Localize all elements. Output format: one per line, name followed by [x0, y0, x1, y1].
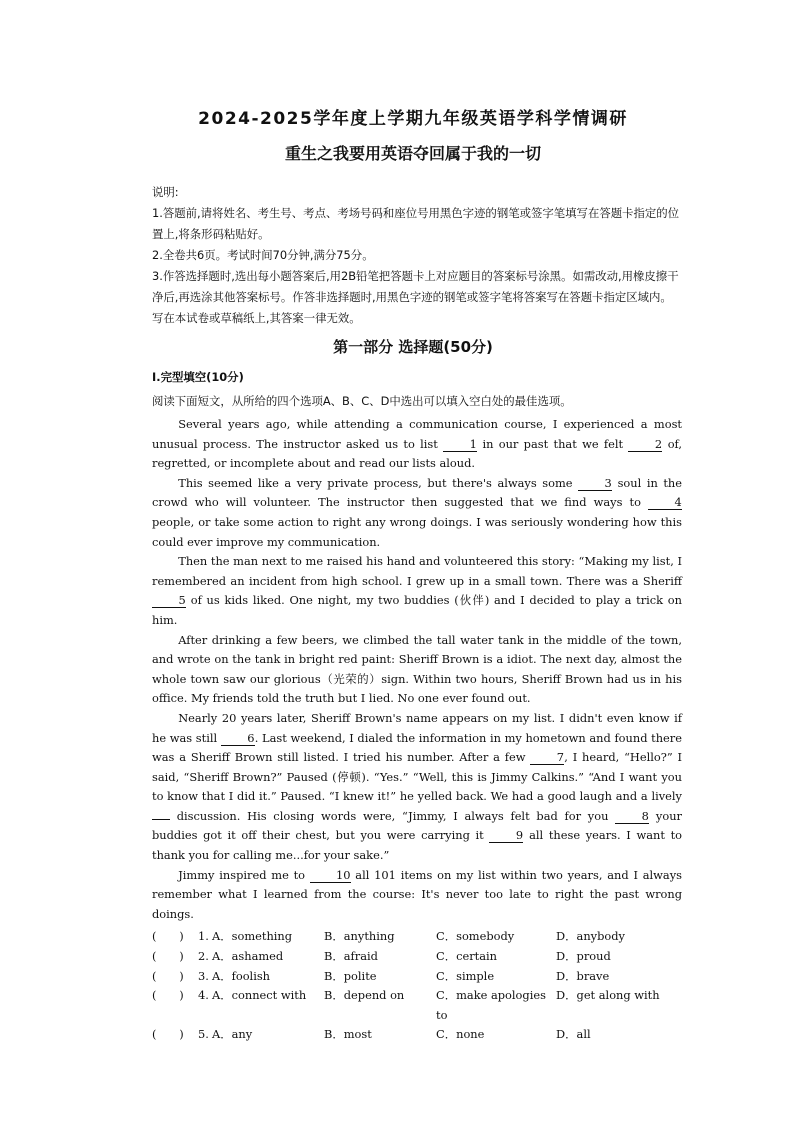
passage-text: all 101 items on my list within two years, and I always remember what I learned from the course: It's never too late to right the past wrong doings. [152, 867, 682, 921]
instruction-item: 1.答题前,请将姓名、考生号、考点、考场号码和座位号用黑色字迹的钢笔或签字笔填写在答题卡指定的位置上,将条形码粘贴好。 [152, 206, 680, 241]
option-d: D．anybody [556, 929, 625, 944]
option-c: C．simple [436, 968, 495, 983]
option-d: D．brave [556, 968, 610, 983]
option-a: A．foolish [212, 968, 271, 983]
exam-subtitle: 重生之我要用英语夺回属于我的一切 [284, 144, 541, 163]
question-options [152, 927, 682, 1045]
option-c: C．make apologies to [436, 988, 546, 1022]
passage-paragraph [152, 631, 682, 709]
blank-3: 3 [578, 476, 612, 491]
passage-paragraph [152, 474, 682, 552]
passage-paragraph [152, 866, 682, 925]
blank-7: 7 [530, 750, 564, 765]
passage-text: After drinking a few beers, we climbed the tall water tank in the middle of the town, and wrote on the tank in bright red paint: Sheriff Brown is a idiot. The next day, almost the whole town saw our glorious（光荣的）sign. Within two hours, Sheriff Brown had us in his office. My friends told the truth but I lied. No one ever found out. [152, 632, 682, 706]
passage-paragraph [152, 415, 682, 474]
option-b: B．most [324, 1027, 372, 1042]
passage-text: Several years ago, while attending a communication course, I experienced a most unusual process. The instructor asked us to list [152, 417, 682, 451]
instructions-label: 说明: [152, 185, 179, 199]
passage-paragraph [152, 552, 682, 630]
passage-text: soul in the crowd who will volunteer. The instructor then suggested that we find ways to [152, 475, 682, 510]
passage-text: , I heard, “Hello?” I said, “Sheriff Brown?” Paused (停顿). “Yes.” “Well, this is Jimmy Calkins.” “And I want you to know that I did it.” Paused. “I knew it!” he yelled back. We had a good laugh and a lively [152, 750, 682, 804]
question-number: 1. [198, 929, 209, 944]
question-number: 5. [198, 1027, 209, 1042]
question-number: 3. [198, 968, 209, 983]
passage-text: . Last weekend, I dialed the information in my hometown and found there was a Sheriff Brown still listed. I tried his number. After a few [152, 730, 682, 765]
passage-text: people, or take some action to right any wrong doings. I was seriously wondering how this could ever improve my communication. [152, 514, 682, 549]
lively-blank [152, 819, 170, 820]
blank-6: 6 [221, 731, 255, 746]
exam-title: 2024-2025学年度上学期九年级英语学科学情调研 [198, 109, 628, 129]
question-row [152, 967, 682, 987]
blank-10: 10 [310, 868, 351, 883]
question-row [152, 927, 682, 947]
option-b: B．afraid [324, 949, 378, 964]
option-c: C．certain [436, 949, 498, 964]
option-a: A．something [212, 929, 293, 944]
option-a: A．any [212, 1027, 253, 1042]
blank-8: 8 [615, 809, 649, 824]
answer-bracket: ( ) [152, 929, 184, 944]
passage-text: of us kids liked. One night, my two buddies (伙伴) and I decided to play a trick on him. [152, 593, 682, 627]
option-c: C．somebody [436, 929, 515, 944]
option-d: D．proud [556, 949, 611, 964]
passage-text: Jimmy inspired me to [178, 867, 310, 882]
blank-2: 2 [628, 437, 662, 452]
passage-text: discussion. His closing words were, “Jimmy, I always felt bad for you [170, 808, 616, 823]
answer-bracket: ( ) [152, 1027, 184, 1042]
passage-text: all these years. I want to thank you for calling me...for your sake.” [152, 828, 683, 863]
option-b: B．depend on [324, 988, 405, 1003]
option-b: B．polite [324, 968, 377, 983]
passage-text: Nearly 20 years later, Sheriff Brown's name appears on my list. I didn't even know if he was still [152, 710, 682, 745]
passage-paragraph [152, 709, 682, 866]
part-title: 第一部分 选择题(50分) [333, 338, 493, 356]
instructions [152, 182, 682, 329]
blank-4: 4 [648, 495, 682, 510]
instruction-item: 3.作答选择题时,选出每小题答案后,用2B铅笔把答题卡上对应题目的答案标号涂黑。如需改动,用橡皮擦干净后,再选涂其他答案标号。作答非选择题时,用黑色字迹的钢笔或签字笔将答案写在答题卡指定区域内。写在本试卷或草稿纸上,其答案一律无效。 [152, 269, 679, 325]
instruction-item: 2.全卷共6页。考试时间70分钟,满分75分。 [152, 248, 374, 262]
blank-1: 1 [443, 437, 477, 452]
question-number: 2. [198, 949, 209, 964]
passage-text: Then the man next to me raised his hand and volunteered this story: “Making my list, I remembered an incident from high school. I grew up in a small town. There was a Sheriff [152, 554, 682, 588]
blank-9: 9 [489, 828, 523, 843]
blank-5: 5 [152, 593, 186, 608]
option-c: C．none [436, 1027, 485, 1042]
question-row [152, 1025, 682, 1045]
section-instruction: 阅读下面短文，从所给的四个选项A、B、C、D中选出可以填入空白处的最佳选项。 [152, 394, 572, 408]
question-number: 4. [198, 988, 209, 1003]
section-heading: I.完型填空(10分) [152, 370, 244, 384]
option-a: A．connect with [212, 988, 307, 1003]
option-d: D．get along with [556, 988, 660, 1003]
option-d: D．all [556, 1027, 591, 1042]
answer-bracket: ( ) [152, 968, 184, 983]
passage-text: This seemed like a very private process, but there's always some [178, 475, 579, 490]
question-row [152, 947, 682, 967]
passage-text: of, regretted, or incomplete about and read our lists aloud. [152, 436, 682, 471]
passage-text: your buddies got it off their chest, but you were carrying it [152, 808, 682, 843]
answer-bracket: ( ) [152, 988, 184, 1003]
reading-passage [152, 415, 682, 924]
question-row [152, 986, 682, 1025]
option-b: B．anything [324, 929, 395, 944]
passage-text: in our past that we felt [477, 436, 629, 451]
answer-bracket: ( ) [152, 949, 184, 964]
option-a: A．ashamed [212, 949, 284, 964]
